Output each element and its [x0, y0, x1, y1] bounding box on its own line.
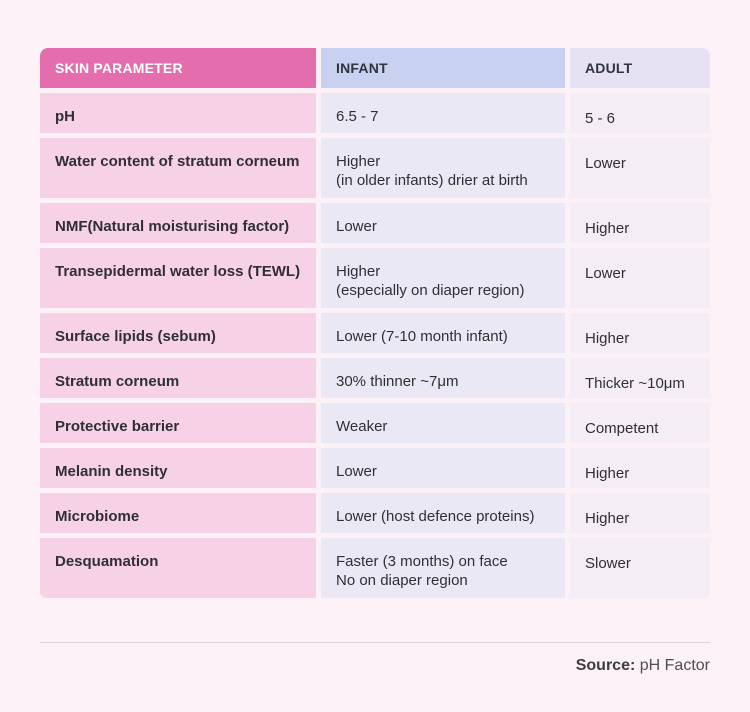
comparison-table: [40, 48, 710, 598]
row-infant-line: Higher: [336, 153, 381, 170]
row-adult: 5 - 6: [570, 93, 710, 133]
row-param: Microbiome: [40, 493, 316, 533]
row-infant-line: Weaker: [336, 418, 388, 435]
row-adult: Competent: [570, 403, 710, 443]
row-infant-line: (in older infants) drier at birth: [336, 172, 528, 189]
source-label: Source:: [575, 657, 636, 674]
row-adult: Higher: [570, 448, 710, 488]
row-adult: Lower: [570, 138, 710, 198]
row-infant: [321, 203, 565, 243]
row-infant-line: Lower (host defence proteins): [336, 508, 535, 525]
row-infant-line: Faster (3 months) on face: [336, 553, 508, 570]
row-adult: Lower: [570, 248, 710, 308]
row-infant: [321, 448, 565, 488]
row-infant-line: No on diaper region: [336, 572, 468, 589]
row-infant-line: 30% thinner ~7μm: [336, 373, 459, 390]
row-param: pH: [40, 93, 316, 133]
row-param: Melanin density: [40, 448, 316, 488]
row-infant: [321, 93, 565, 133]
row-param: Stratum corneum: [40, 358, 316, 398]
row-infant: [321, 538, 565, 598]
divider: [40, 642, 710, 643]
header-skin-parameter: SKIN PARAMETER: [40, 48, 316, 88]
row-adult: Slower: [570, 538, 710, 598]
row-infant: [321, 138, 565, 198]
row-param: NMF(Natural moisturising factor): [40, 203, 316, 243]
row-param: Protective barrier: [40, 403, 316, 443]
row-infant: [321, 493, 565, 533]
row-adult: Higher: [570, 203, 710, 243]
row-infant-line: 6.5 - 7: [336, 108, 379, 125]
row-adult: Higher: [570, 493, 710, 533]
row-adult: Thicker ~10μm: [570, 358, 710, 398]
header-infant: INFANT: [321, 48, 565, 88]
row-infant: [321, 313, 565, 353]
row-param: Surface lipids (sebum): [40, 313, 316, 353]
row-infant: [321, 403, 565, 443]
row-infant-line: Lower: [336, 218, 377, 235]
row-param: Desquamation: [40, 538, 316, 598]
row-adult: Higher: [570, 313, 710, 353]
row-infant-line: Lower (7-10 month infant): [336, 328, 508, 345]
row-param: Water content of stratum corneum: [40, 138, 316, 198]
row-infant-line: Lower: [336, 463, 377, 480]
row-infant-line: (especially on diaper region): [336, 282, 525, 299]
row-infant: [321, 248, 565, 308]
row-infant-line: Higher: [336, 263, 381, 280]
row-infant: [321, 358, 565, 398]
source-credit: [576, 657, 710, 675]
header-adult: ADULT: [570, 48, 710, 88]
source-value: pH Factor: [639, 657, 710, 674]
row-param: Transepidermal water loss (TEWL): [40, 248, 316, 308]
